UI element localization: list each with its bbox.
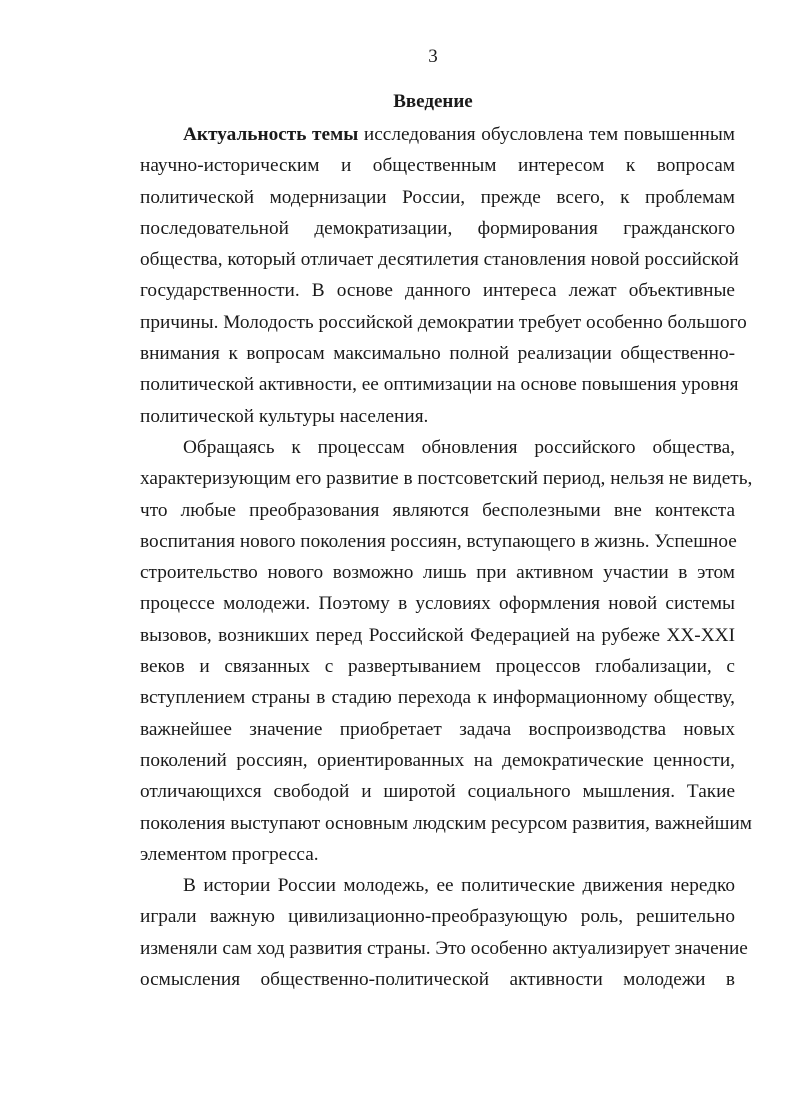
line-text: В истории России молодежь, ее политические движения нередко [183, 875, 735, 897]
line-text: причины. Молодость российской демократии требует особенно большого [140, 311, 747, 333]
line-text: вступлением страны в стадию перехода к информационному обществу, [140, 687, 735, 709]
line-text: отличающихся свободой и широтой социального мышления. Такие [140, 781, 735, 803]
line-text: осмысления общественно-политической активности молодежи в [140, 969, 735, 991]
paragraph-line [140, 213, 735, 244]
line-text: играли важную цивилизационно-преобразующую роль, решительно [140, 906, 735, 928]
line-text: научно-историческим и общественным интересом к вопросам [140, 155, 735, 177]
paragraph-line [140, 745, 735, 776]
paragraph-line [140, 463, 753, 494]
line-text: политической активности, ее оптимизации на основе повышения уровня [140, 374, 739, 396]
bold-lead-term: Актуальность темы [183, 124, 359, 145]
line-text: внимания к вопросам максимально полной реализации общественно- [140, 343, 735, 365]
paragraph-line [140, 808, 752, 839]
paragraph-line [140, 588, 735, 619]
document-body [140, 119, 753, 995]
paragraph-line [140, 495, 735, 526]
paragraph-line [140, 901, 735, 932]
paragraph-line [140, 651, 735, 682]
paragraph-line [140, 338, 735, 369]
line-text: общества, который отличает десятилетия становления новой российской [140, 249, 739, 271]
line-text: поколений россиян, ориентированных на демократические ценности, [140, 749, 735, 771]
paragraph-line [140, 369, 739, 400]
paragraph-line [140, 182, 735, 213]
line-text: политической культуры населения. [140, 405, 429, 427]
paragraph-line [140, 526, 735, 557]
paragraph-line [140, 933, 748, 964]
paragraph-line [140, 714, 735, 745]
line-text: исследования обусловлена тем повышенным [358, 124, 735, 145]
paragraph-line [140, 964, 735, 995]
line-text: последовательной демократизации, формирования гражданского [140, 217, 735, 239]
line-text: что любые преобразования являются бесполезными вне контекста [140, 499, 735, 521]
paragraph-line [140, 682, 735, 713]
paragraph-line [140, 839, 735, 870]
paragraph-line [140, 307, 747, 338]
line-text: поколения выступают основным людским ресурсом развития, важнейшим [140, 812, 752, 834]
line-text: государственности. В основе данного интереса лежат объективные [140, 280, 735, 302]
line-text: вызовов, возникших перед Российской Федерацией на рубеже XX-XXI [140, 624, 735, 646]
paragraph-line [140, 870, 735, 901]
line-text: политической модернизации России, прежде всего, к проблемам [140, 186, 735, 208]
line-text: процессе молодежи. Поэтому в условиях оформления новой системы [140, 593, 735, 615]
line-text: воспитания нового поколения россиян, вступающего в жизнь. Успешное [140, 530, 737, 552]
paragraph-line [140, 275, 735, 306]
section-heading: Введение [393, 91, 473, 112]
paragraph-line [140, 776, 735, 807]
line-text: Обращаясь к процессам обновления российского общества, [183, 436, 735, 458]
line-text: изменяли сам ход развития страны. Это особенно актуализирует значение [140, 937, 748, 959]
line-text: элементом прогресса. [140, 843, 319, 865]
paragraph-line [140, 119, 735, 150]
paragraph-line [140, 620, 735, 651]
line-text: веков и связанных с развертыванием процессов глобализации, с [140, 656, 735, 678]
paragraph-line [140, 432, 735, 463]
paragraph-line [140, 557, 735, 588]
paragraph-line [140, 244, 739, 275]
paragraph-line [140, 150, 735, 181]
paragraph-line [140, 401, 735, 432]
line-text: строительство нового возможно лишь при активном участии в этом [140, 562, 735, 584]
line-text: характеризующим его развитие в постсоветский период, нельзя не видеть, [140, 468, 753, 490]
page-number: 3 [428, 46, 438, 67]
line-text: важнейшее значение приобретает задача воспроизводства новых [140, 718, 735, 740]
